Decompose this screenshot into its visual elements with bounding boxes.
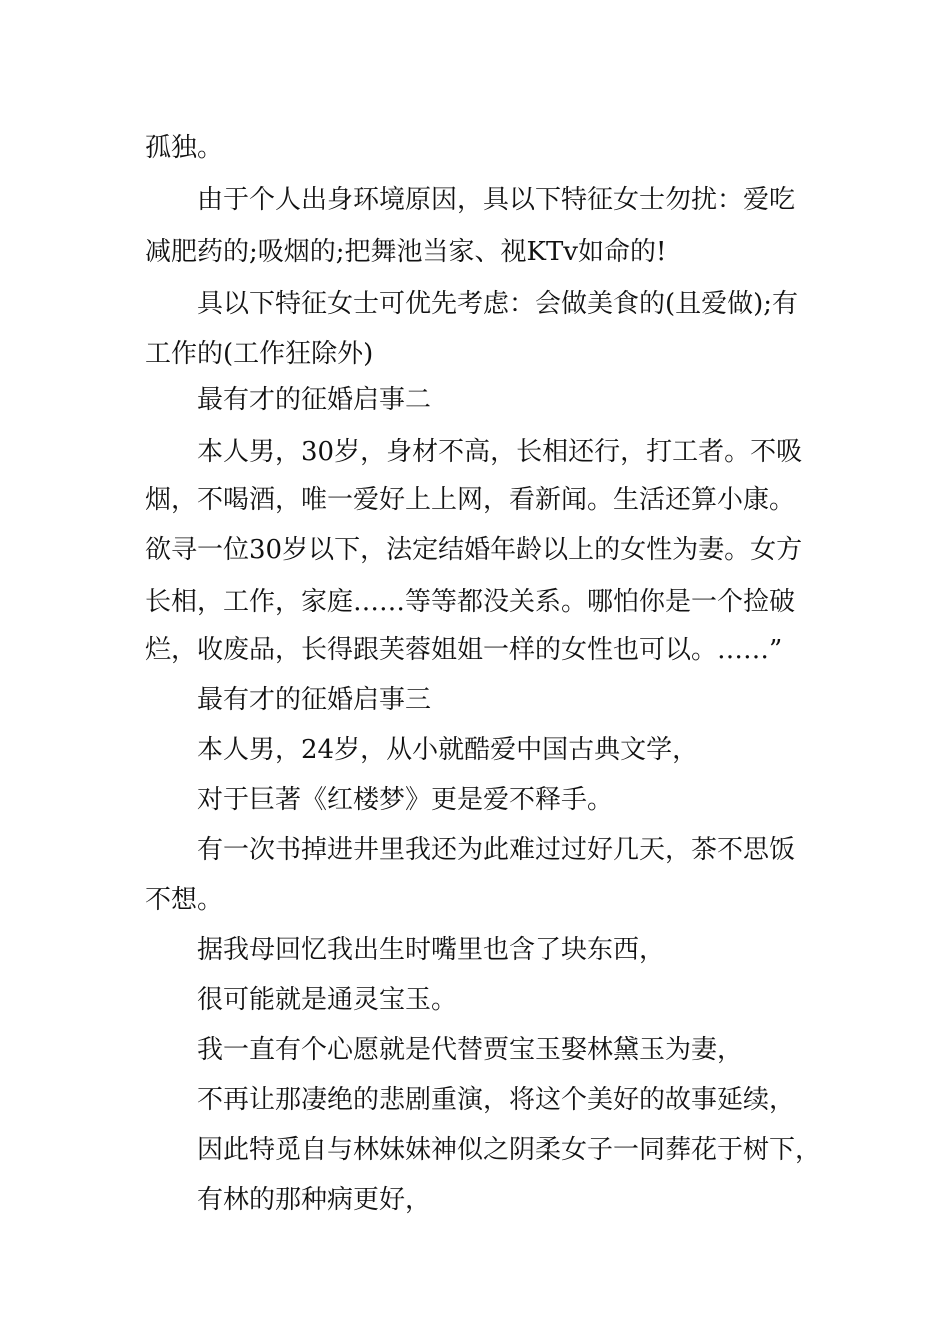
text-line: 不再让那凄绝的悲剧重演，将这个美好的故事延续， (197, 1085, 796, 1115)
text-line: 因此特觅自与林妹妹神似之阴柔女子一同葬花于树下， (197, 1135, 822, 1165)
text-line: 长相，工作，家庭……等等都没关系。哪怕你是一个捡破 (145, 587, 796, 617)
text-line: 据我母回忆我出生时嘴里也含了块东西， (197, 935, 666, 965)
text-line: 有一次书掉进井里我还为此难过过好几天，茶不思饭 (197, 835, 796, 865)
text-line: 具以下特征女士可优先考虑：会做美食的(且爱做);有 (197, 289, 799, 319)
section-heading: 最有才的征婚启事三 (197, 685, 432, 715)
text-line: 对于巨著《红楼梦》更是爱不释手。 (197, 785, 614, 815)
text-line: 工作的(工作狂除外) (145, 339, 374, 369)
text-line: 本人男，24岁，从小就酷爱中国古典文学， (197, 735, 699, 765)
text-line: 有林的那种病更好， (197, 1185, 432, 1215)
text-line: 不想。 (145, 885, 224, 915)
text-line: 孤独。 (145, 133, 224, 163)
section-heading: 最有才的征婚启事二 (197, 385, 432, 415)
text-line: 欲寻一位30岁以下，法定结婚年龄以上的女性为妻。女方 (145, 535, 803, 565)
text-line: 烂，收废品，长得跟芙蓉姐姐一样的女性也可以。……” (145, 635, 783, 665)
text-line: 减肥药的;吸烟的;把舞池当家、视KTv如命的! (145, 237, 667, 267)
text-line: 很可能就是通灵宝玉。 (197, 985, 458, 1015)
text-line: 烟，不喝酒，唯一爱好上上网，看新闻。生活还算小康。 (145, 485, 796, 515)
text-line: 由于个人出身环境原因，具以下特征女士勿扰：爱吃 (197, 185, 796, 215)
text-line: 本人男，30岁，身材不高，长相还行，打工者。不吸 (197, 437, 803, 467)
text-line: 我一直有个心愿就是代替贾宝玉娶林黛玉为妻， (197, 1035, 744, 1065)
